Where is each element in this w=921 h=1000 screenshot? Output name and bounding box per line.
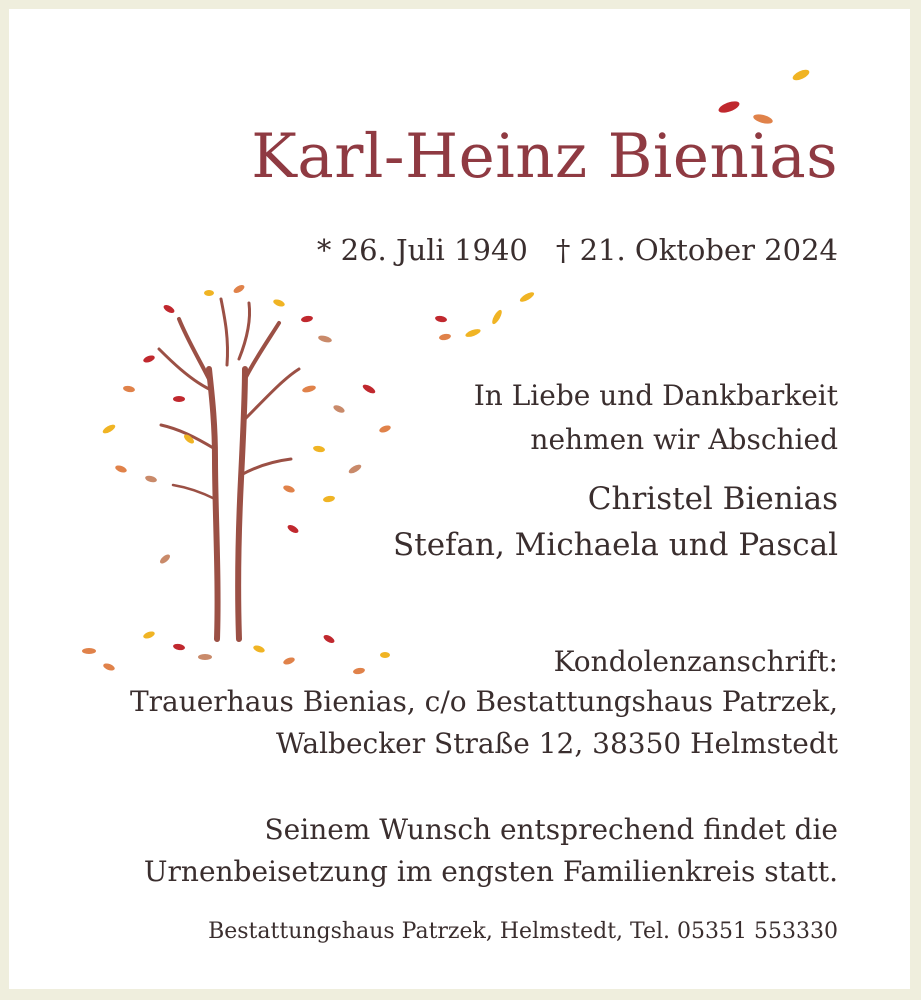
autumn-tree-illustration: [69, 279, 409, 679]
condolence-label: Kondolenzanschrift:: [553, 645, 838, 678]
blowing-leaves-illustration: [419, 289, 549, 349]
farewell-line-2: nehmen wir Abschied: [530, 423, 838, 456]
obituary-card: [9, 9, 910, 989]
condolence-address-line-1: Trauerhaus Bienias, c/o Bestattungshaus Patrzek,: [129, 685, 838, 718]
family-line-2: Stefan, Michaela und Pascal: [393, 527, 838, 563]
wish-line-1: Seinem Wunsch entsprechend findet die: [264, 813, 838, 846]
death-date: † 21. Oktober 2024: [555, 233, 838, 267]
birth-date: * 26. Juli 1940: [316, 233, 528, 267]
farewell-line-1: In Liebe und Dankbarkeit: [473, 379, 838, 412]
life-dates: [317, 233, 838, 267]
funeral-home-footer: Bestattungshaus Patrzek, Helmstedt, Tel. 05351 553330: [208, 919, 838, 944]
condolence-address-line-2: Walbecker Straße 12, 38350 Helmstedt: [276, 727, 838, 760]
deceased-name: Karl-Heinz Bienias: [251, 121, 838, 192]
family-line-1: Christel Bienias: [587, 481, 838, 517]
wish-line-2: Urnenbeisetzung im engsten Familienkreis statt.: [143, 855, 838, 888]
